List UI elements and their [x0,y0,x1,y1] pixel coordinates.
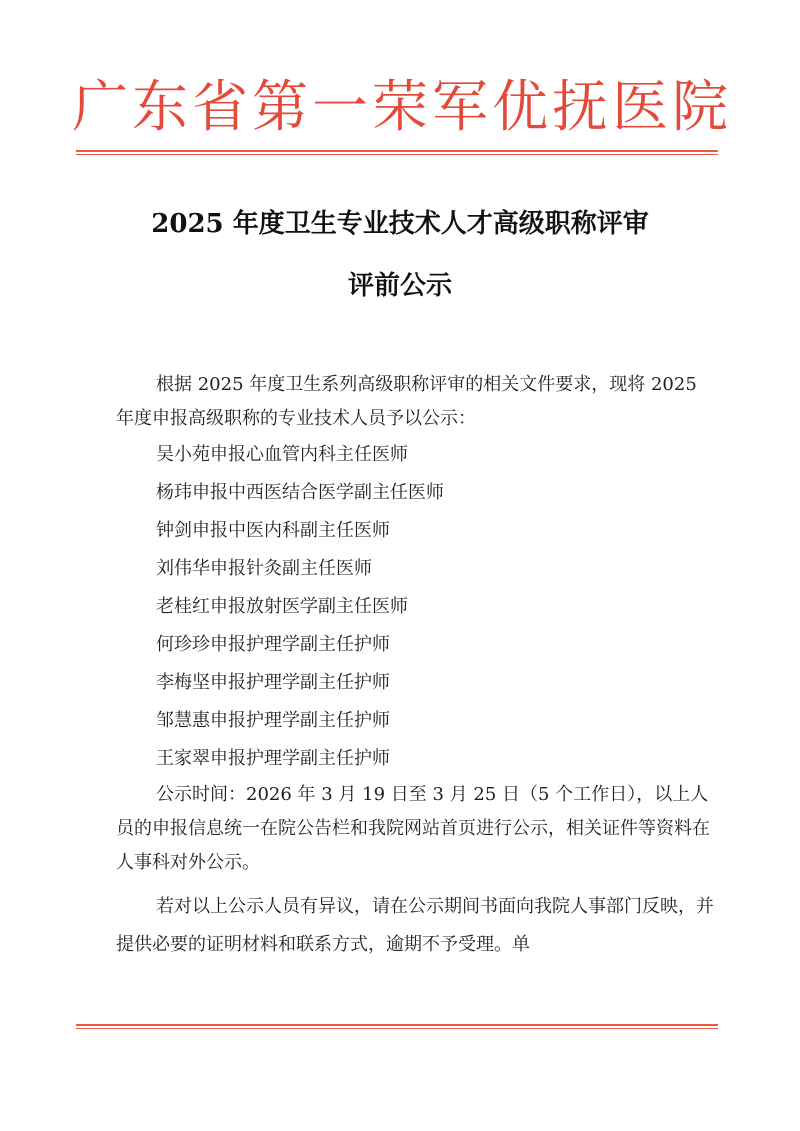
document-title: 2025 年度卫生专业技术人才高级职称评审 [151,209,649,239]
applicant-item: 吴小苑申报心血管内科主任医师 [156,444,408,465]
publicity-period-paragraph: 公示时间：2026 年 3 月 19 日至 3 月 25 日（5 个工作日），以上人员的申报信息统一在院公告栏和我院网站首页进行公示，相关证件等资料在人事科对外公示。 [116,784,710,873]
intro-paragraph: 根据 2025 年度卫生系列高级职称评审的相关文件要求，现将 2025 年度申报高级职称的专业技术人员予以公示： [116,374,697,429]
applicant-item: 王家翠申报护理学副主任护师 [156,748,390,769]
letterhead-divider [76,150,718,155]
applicant-item: 李梅坚申报护理学副主任护师 [156,672,390,693]
applicant-item: 何珍珍申报护理学副主任护师 [156,634,390,655]
footer-divider [76,1024,718,1029]
letterhead-title: 广东省第一荣军优抚医院 [72,75,732,140]
objection-paragraph: 若对以上公示人员有异议，请在公示期间书面向我院人事部门反映，并提供必要的证明材料和联系方式，逾期不予受理。单 [116,896,714,955]
applicant-item: 刘伟华申报针灸副主任医师 [156,558,372,579]
applicant-item: 邹慧惠申报护理学副主任护师 [156,710,390,731]
applicant-item: 杨玮申报中西医结合医学副主任医师 [156,482,444,503]
applicant-list [116,436,716,778]
applicant-item: 老桂红申报放射医学副主任医师 [156,596,408,617]
document-subtitle: 评前公示 [347,271,452,301]
applicant-item: 钟剑申报中医内科副主任医师 [156,520,390,541]
document-body [116,368,716,964]
